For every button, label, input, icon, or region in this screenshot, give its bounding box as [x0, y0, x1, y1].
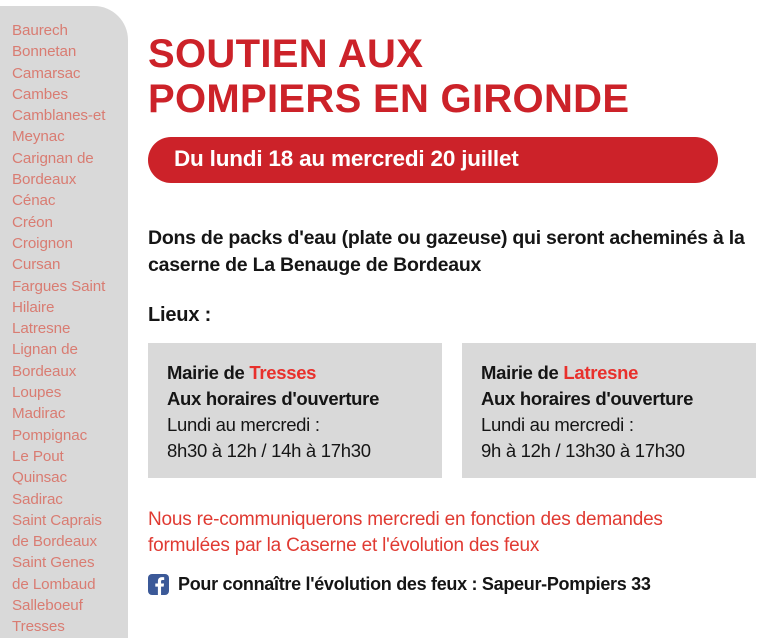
location-hours: 9h à 12h / 13h30 à 17h30: [481, 440, 685, 461]
list-item: de Lombaud: [12, 575, 96, 593]
page-title-line-1: SOUTIEN AUX: [148, 32, 424, 76]
list-item: Créon: [12, 213, 53, 231]
list-item: Latresne: [12, 320, 71, 338]
list-item: Sadirac: [12, 490, 63, 508]
list-item: Quinsac: [12, 469, 68, 487]
list-item: Loupes: [12, 384, 62, 402]
list-item: Salleboeuf: [12, 597, 83, 615]
list-item: Saint Caprais: [12, 511, 102, 529]
commune-list: [12, 20, 120, 638]
list-item: Bordeaux: [12, 171, 77, 189]
page-title: [148, 0, 768, 122]
location-days: Lundi au mercredi :: [167, 414, 320, 435]
list-item: Meynac: [12, 128, 65, 146]
list-item: Bonnetan: [12, 43, 77, 61]
commune-sidebar: [0, 6, 128, 638]
list-item: Bordeaux: [12, 362, 77, 380]
facebook-row[interactable]: [148, 573, 768, 595]
location-days: Lundi au mercredi :: [481, 414, 634, 435]
locations-heading: Lieux :: [148, 304, 212, 326]
location-hours: 8h30 à 12h / 14h à 17h30: [167, 440, 371, 461]
facebook-label: Pour connaître l'évolution des feux : Sapeur-Pompiers 33: [178, 574, 651, 594]
list-item: Pompignac: [12, 426, 88, 444]
list-item: de Bordeaux: [12, 533, 98, 551]
list-item: Fargues Saint: [12, 277, 106, 295]
locations-row: [148, 343, 768, 478]
list-item: Saint Genes: [12, 554, 95, 572]
location-name: [167, 360, 442, 386]
location-hours-label: Aux horaires d'ouverture: [167, 388, 380, 409]
location-town: Tresses: [249, 362, 317, 383]
followup-paragraph: Nous re-communiquerons mercredi en fonction des demandes formulées par la Caserne et l'évolution des feux: [148, 509, 663, 556]
location-card-latresne: [462, 343, 756, 478]
location-name-prefix: Mairie de: [167, 362, 250, 383]
list-item: Cénac: [12, 192, 56, 210]
list-item: Madirac: [12, 405, 66, 423]
list-item: Le Pout: [12, 447, 64, 465]
intro-paragraph: Dons de packs d'eau (plate ou gazeuse) qui seront acheminés à la caserne de La Benauge de Bordeaux: [148, 227, 745, 276]
facebook-icon[interactable]: [148, 574, 169, 595]
page-title-line-2: POMPIERS EN GIRONDE: [148, 77, 630, 121]
list-item: Cambes: [12, 85, 68, 103]
list-item: Camblanes-et: [12, 107, 106, 125]
list-item: Tresses: [12, 618, 65, 636]
list-item: Croignon: [12, 234, 73, 252]
location-name-prefix: Mairie de: [481, 362, 564, 383]
poster-main: [148, 0, 768, 644]
list-item: Cursan: [12, 256, 61, 274]
date-range-badge: Du lundi 18 au mercredi 20 juillet: [148, 137, 718, 183]
location-name: [481, 360, 756, 386]
list-item: Lignan de: [12, 341, 78, 359]
location-hours-label: Aux horaires d'ouverture: [481, 388, 694, 409]
list-item: Carignan de: [12, 149, 94, 167]
list-item: Baurech: [12, 22, 68, 39]
list-item: Hilaire: [12, 298, 55, 316]
list-item: Camarsac: [12, 64, 81, 82]
location-town: Latresne: [563, 362, 639, 383]
location-card-tresses: [148, 343, 442, 478]
